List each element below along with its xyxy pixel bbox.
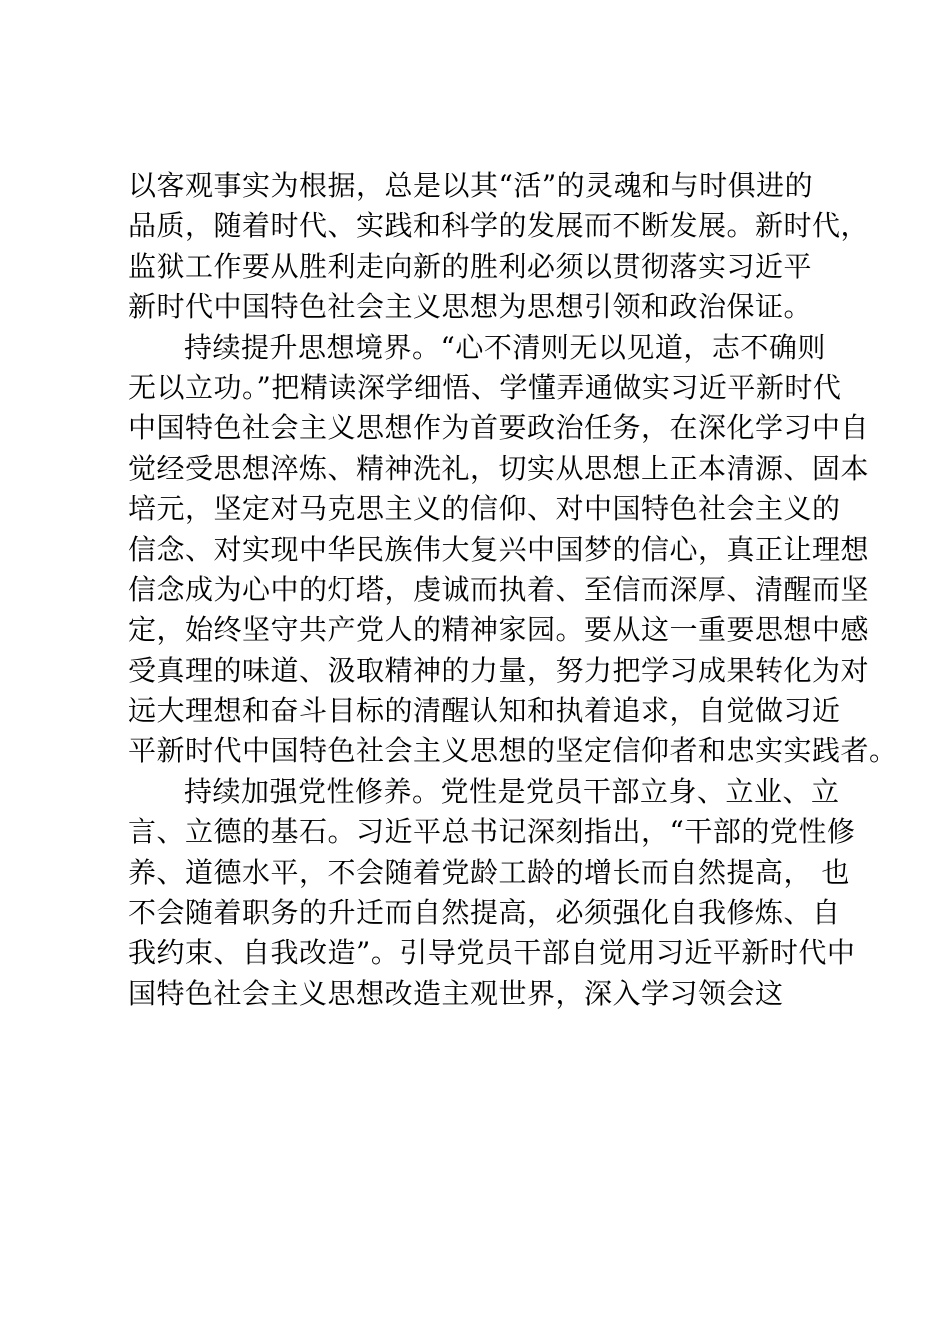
- text-line: 我约束、自我改造”。引导党员干部自觉用习近平新时代中: [128, 936, 856, 970]
- text-line: 养、道德水平，不会随着党龄工龄的增长而自然提高， 也: [128, 855, 850, 889]
- text-line: 新时代中国特色社会主义思想为思想引领和政治保证。: [128, 290, 813, 324]
- text-line: 持续加强党性修养。党性是党员干部立身、立业、立: [184, 774, 840, 808]
- text-line: 定，始终坚守共产党人的精神家园。要从这一重要思想中感: [128, 613, 870, 647]
- text-line: 品质，随着时代、实践和科学的发展而不断发展。新时代，: [128, 209, 870, 243]
- text-line: 不会随着职务的升迁而自然提高，必须强化自我修炼、自: [128, 896, 841, 930]
- text-line: 监狱工作要从胜利走向新的胜利必须以贯彻落实习近平: [128, 249, 813, 283]
- text-line: 持续提升思想境界。“心不清则无以见道，志不确则: [184, 330, 826, 364]
- text-line: 以客观事实为根据，总是以其“活”的灵魂和与时俱进的: [128, 169, 814, 202]
- text-line: 言、立德的基石。习近平总书记深刻指出，“干部的党性修: [128, 815, 856, 849]
- text-line: 无以立功。”把精读深学细悟、学懂弄通做实习近平新时代: [128, 370, 842, 404]
- text-line: 信念成为心中的灯塔，虔诚而执着、至信而深厚、清醒而坚: [128, 572, 870, 606]
- text-line: 培元，坚定对马克思主义的信仰、对中国特色社会主义的: [128, 492, 841, 526]
- text-line: 平新时代中国特色社会主义思想的坚定信仰者和忠实实践者。: [128, 734, 898, 768]
- text-line: 受真理的味道、汲取精神的力量，努力把学习成果转化为对: [128, 653, 870, 687]
- text-line: 远大理想和奋斗目标的清醒认知和执着追求，自觉做习近: [128, 694, 841, 728]
- text-line: 国特色社会主义思想改造主观世界，深入学习领会这: [128, 976, 784, 1010]
- text-line: 觉经受思想淬炼、精神洗礼，切实从思想上正本清源、固本: [128, 451, 870, 485]
- text-line: 中国特色社会主义思想作为首要政治任务，在深化学习中自: [128, 411, 870, 445]
- text-line: 信念、对实现中华民族伟大复兴中国梦的信心，真正让理想: [128, 532, 870, 566]
- body-text: [128, 166, 898, 1014]
